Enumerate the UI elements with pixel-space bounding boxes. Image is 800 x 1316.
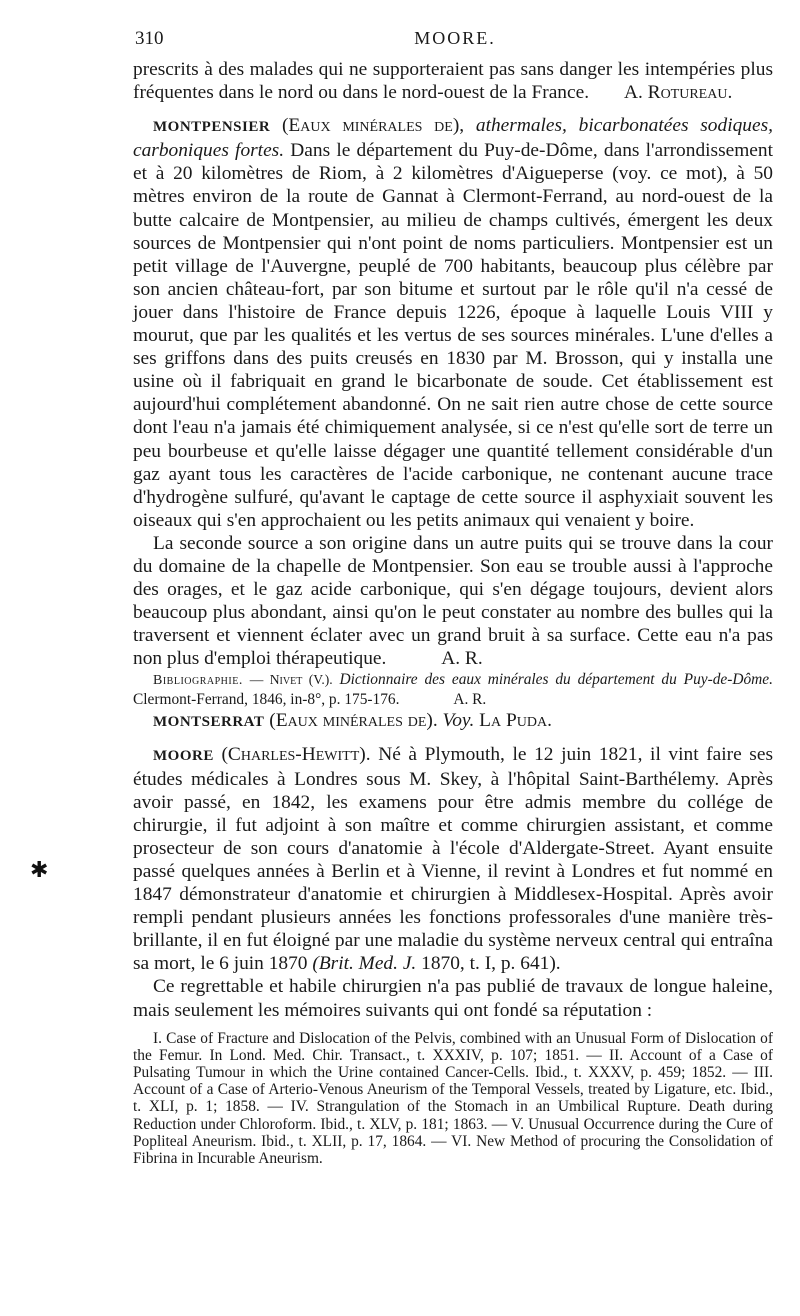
bibliography-rest: Clermont-Ferrand, 1846, in-8°, p. 175-176. <box>133 691 400 709</box>
margin-mark: ✱ <box>30 858 49 883</box>
moore-paragraph-2: Ce regrettable et habile chirurgien n'a pas publié de travaux de longue haleine, mais seulement les mémoires suivants qui ont fondé sa réputation : <box>133 976 773 1021</box>
bibliography-label: Bibliographie. <box>153 673 243 689</box>
bibliography-signature: A. R. <box>453 691 487 709</box>
page-body <box>133 58 773 1167</box>
page-header <box>135 28 775 52</box>
moore-references-text: I. Case of Fracture and Dislocation of the Pelvis, combined with an Unusual Form of Dislocation of the Femur. In Lond. Med. Chir. Transact., t. XXXIV, p. 107; 1851. — II. Account of a Case of Pulsating Tumour in which the Urine contained Cancer-Cells. Ibid., t. XXXV, p. 459; 1852. — III. Account of a Case of Arterio-Venous Aneurism of the Temporal Vessels, treated by Ligature, etc. Ibid., t. XLI, p. 1; 1858. — IV. Strangulation of the Stomach in an Umbilical Rupture. Death during Reduction under Chloroform. Ibid., t. XLV, p. 181; 1863. — V. Unusual Occurrence during the Cure of Popliteal Aneurism. Ibid., t. XLII, p. 17, 1864. — VI. New Method of procuring the Consolidation of Fibrina in Incurable Aneurism. <box>133 1029 773 1168</box>
montserrat-target: La Puda. <box>479 710 552 732</box>
bibliography-title: Dictionnaire des eaux minérales du département du Puy-de-Dôme. <box>339 671 773 689</box>
running-title: MOORE. <box>414 28 496 48</box>
montpensier-qualifier-italic: athermales, bicarbonatées sodiques, carboniques fortes. <box>133 115 773 162</box>
continuation-signature: A. Rotureau. <box>623 82 733 104</box>
moore-text: Né à Plymouth, le 12 juin 1821, il vint faire ses études médicales à Londres sous M. Skey, à l'hôpital Saint-Barthélemy. Après avoir passé, en 1842, les examens pour être admis membre du collége de chirurgie, il fut adjoint à son maître et comme chirurgien assistant, et comme prosecteur de son cours d'anatomie à l'école d'Aldergate-Street. Ayant ensuite passé quelques années à Berlin et à Vienne, il revint à Londres et fut nommé en 1847 démonstrateur d'anatomie et chirurgien à Middlesex-Hospital. Après avoir rempli pendant plusieurs années les fonctions professorales d'une manière très-brillante, il en fut éloigné par une maladie du système nerveux central qui entraîna sa mort, le 6 juin 1870 <box>133 743 773 975</box>
moore-headword: MOORE <box>153 747 214 764</box>
montpensier-headword: MONTPENSIER <box>153 119 271 136</box>
page-number: 310 <box>135 28 164 49</box>
moore-citation-italic: (Brit. Med. J. <box>312 953 417 975</box>
montpensier-entry <box>133 114 773 532</box>
moore-name: (Charles-Hewitt). <box>221 743 371 765</box>
moore-entry <box>133 743 773 976</box>
montpensier-text: Dans le département du Puy-de-Dôme, dans l'arrondissement et à 20 kilomètres de Riom, à 2 kilomètres d'Aigueperse (voy. ce mot), à 50 mètres environ de la route de Gannat à Clermont-Ferrand, au nord-ouest de la butte calcaire de Montpensier, au milieu de champs cultivés, émergent les deux sources de Montpensier qui n'ont point de noms particuliers. Montpensier est un petit village de l'Auvergne, peuplé de 700 habitants, beaucoup plus célèbre par son ancien château-fort, par son bitume et surtout par le rôle qu'il n'a cessé de jouer dans l'histoire de France depuis 1226, époque à laquelle Louis VIII y mourut, que par les qualités et les vertus de ses sources minérales. L'une d'elles a ses griffons dans des puits creusés en 1830 par M. Brosson, qui y installa une usine où il fabriquait en grand le bicarbonate de soude. Cet établissement est aujourd'hui complétement abandonné. On ne sait rien autre chose de cette source dont l'eau n'a jamais été chimiquement analysée, si ce n'est qu'elle sort de terre un peu bourbeuse et qu'elle laisse dégager une quantité tellement considérable d'un gaz ayant tous les caractères de l'acide carbonique, ne contenant aucune trace d'hydrogène sulfuré, qu'avant le captage de cette source il asphyxiait souvent les oiseaux qui s'en approchaient ou les petits animaux qui venaient y boire. <box>133 140 773 531</box>
montserrat-headword: MONTSERRAT <box>153 714 265 731</box>
montpensier-paragraph-2-text: La seconde source a son origine dans un autre puits qui se trouve dans la cour du domaine de la chapelle de Montpensier. Son eau se trouble aussi à l'approche des orages, et le gaz acide carbonique, qui s'en dégage toujours, devient alors beaucoup plus abondant, ainsi qu'on le peut constater au nombre des bulles qui la traversent et viennent éclater avec un grand bruit à sa surface. Cette eau n'a pas non plus d'emploi thérapeutique. <box>133 532 773 670</box>
continuation-paragraph <box>133 58 773 104</box>
montserrat-voy: Voy. <box>442 710 475 732</box>
continuation-text: prescrits à des malades qui ne supporteraient pas sans danger les intempéries plus fréquentes dans le nord ou dans le nord-ouest de la France. <box>133 59 773 104</box>
bibliography-author: — Nivet (V.). <box>249 672 333 688</box>
montpensier-bibliography <box>133 670 773 709</box>
montpensier-qualifier: (Eaux minérales de), <box>281 115 465 137</box>
montserrat-qualifier: (Eaux minérales de). <box>269 710 438 732</box>
montpensier-paragraph-2 <box>133 532 773 671</box>
moore-references <box>133 1030 773 1168</box>
montpensier-signature: A. R. <box>441 648 483 670</box>
montserrat-entry <box>133 709 773 734</box>
moore-citation-rest: 1870, t. I, p. 641). <box>421 953 561 975</box>
